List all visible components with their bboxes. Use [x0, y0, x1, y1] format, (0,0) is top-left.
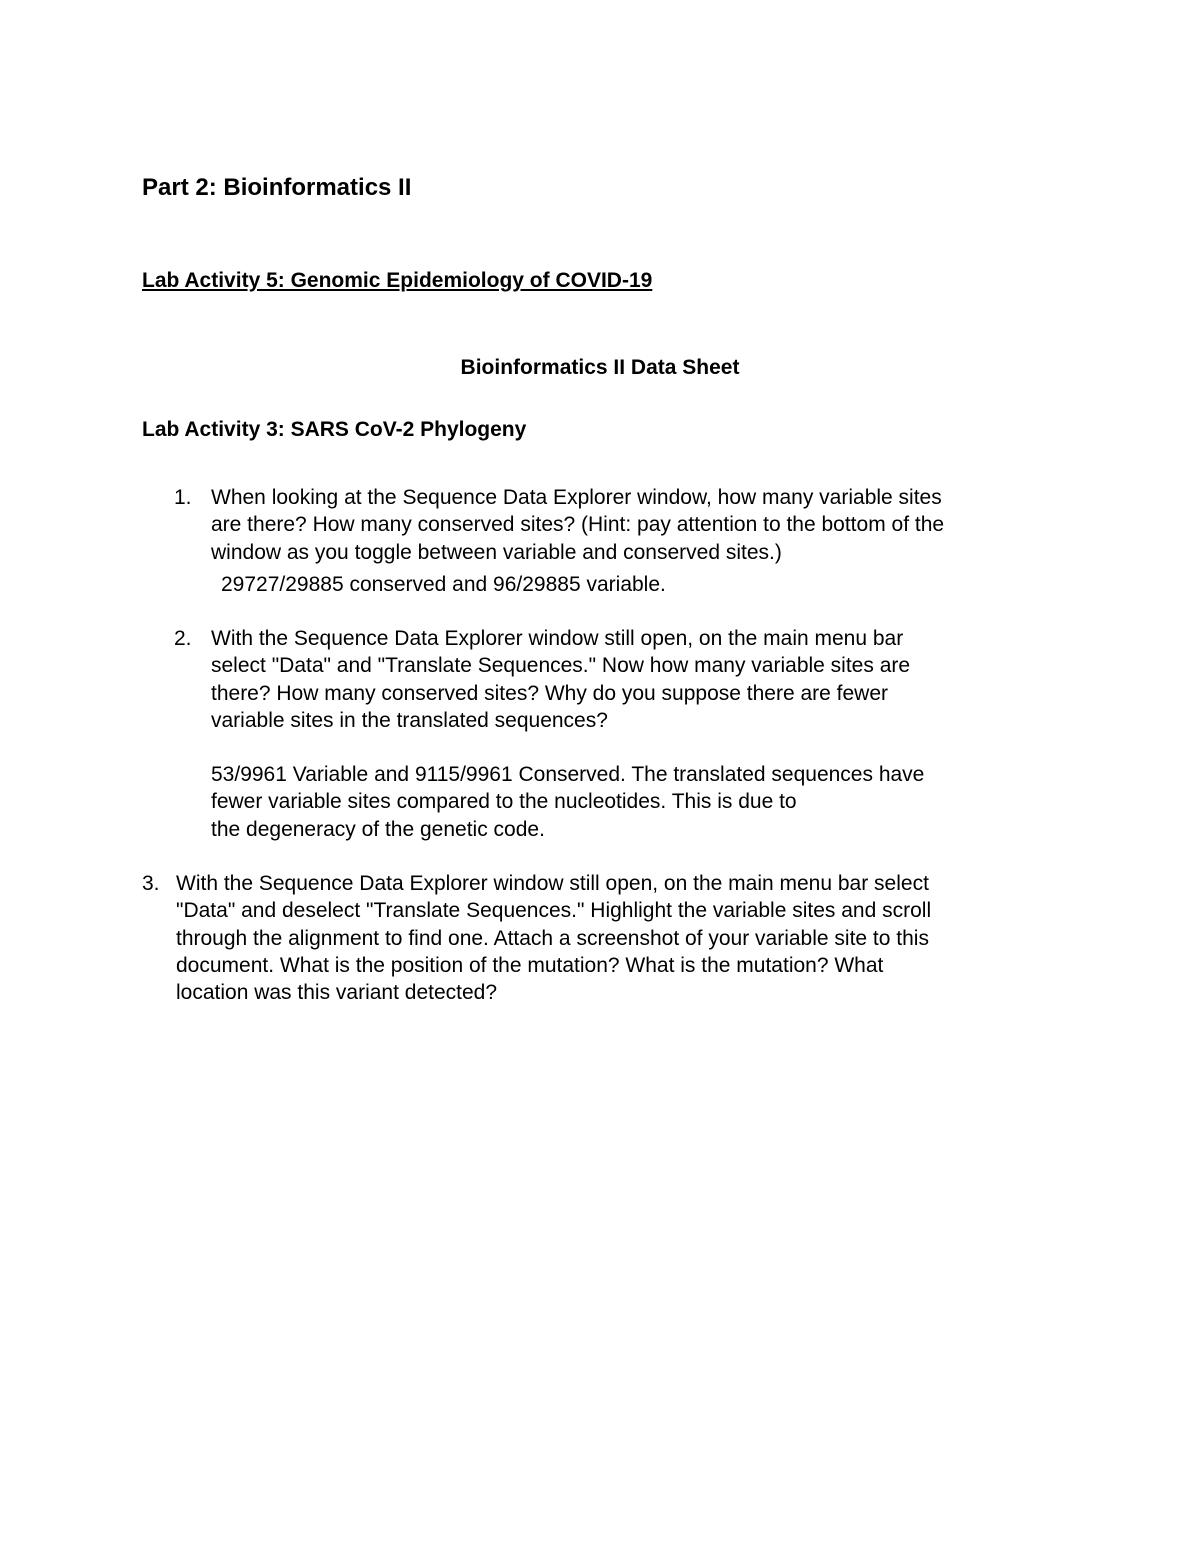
lab-activity-3-title: Lab Activity 3: SARS CoV-2 Phylogeny — [142, 418, 527, 441]
question-3-line: document. What is the position of the mutation? What is the mutation? What — [176, 953, 884, 977]
question-2-line: With the Sequence Data Explorer window still open, on the main menu bar — [211, 627, 904, 650]
question-2-line: there? How many conserved sites? Why do you suppose there are fewer — [211, 681, 889, 705]
part-title: Part 2: Bioinformatics II — [142, 174, 412, 201]
question-1-line: window as you toggle between variable and conserved sites.) — [211, 540, 782, 564]
question-3-line: location was this variant detected? — [176, 981, 498, 1005]
question-2-answer-line: fewer variable sites compared to the nucleotides. This is due to — [211, 790, 797, 814]
question-1-text — [211, 484, 1061, 566]
question-1-line: are there? How many conserved sites? (Hint: pay attention to the bottom of the — [211, 513, 945, 537]
question-2-text — [211, 625, 1011, 734]
question-2-answer-line: the degeneracy of the genetic code. — [211, 817, 545, 841]
data-sheet-title: Bioinformatics II Data Sheet — [460, 356, 740, 379]
question-2-number: 2. — [174, 627, 192, 650]
question-3-line: With the Sequence Data Explorer window still open, on the main menu bar select — [176, 872, 929, 895]
question-3-line: "Data" and deselect "Translate Sequences." Highlight the variable sites and scroll — [176, 899, 932, 923]
question-1-line: When looking at the Sequence Data Explorer window, how many variable sites — [211, 486, 942, 509]
question-3-number: 3. — [142, 872, 160, 895]
question-2-line: select "Data" and "Translate Sequences." Now how many variable sites are — [211, 654, 911, 678]
question-2-answer-line: 53/9961 Variable and 9115/9961 Conserved. The translated sequences have — [211, 763, 925, 786]
question-3-line: through the alignment to find one. Attach a screenshot of your variable site to this — [176, 926, 929, 950]
question-2-line: variable sites in the translated sequences? — [211, 708, 608, 732]
question-1-answer: 29727/29885 conserved and 96/29885 variable. — [221, 573, 666, 596]
lab-activity-5-title: Lab Activity 5: Genomic Epidemiology of COVID-19 — [142, 269, 653, 292]
question-1-number: 1. — [174, 486, 192, 509]
question-2-answer — [211, 761, 1031, 843]
question-3-text — [176, 870, 1056, 1006]
